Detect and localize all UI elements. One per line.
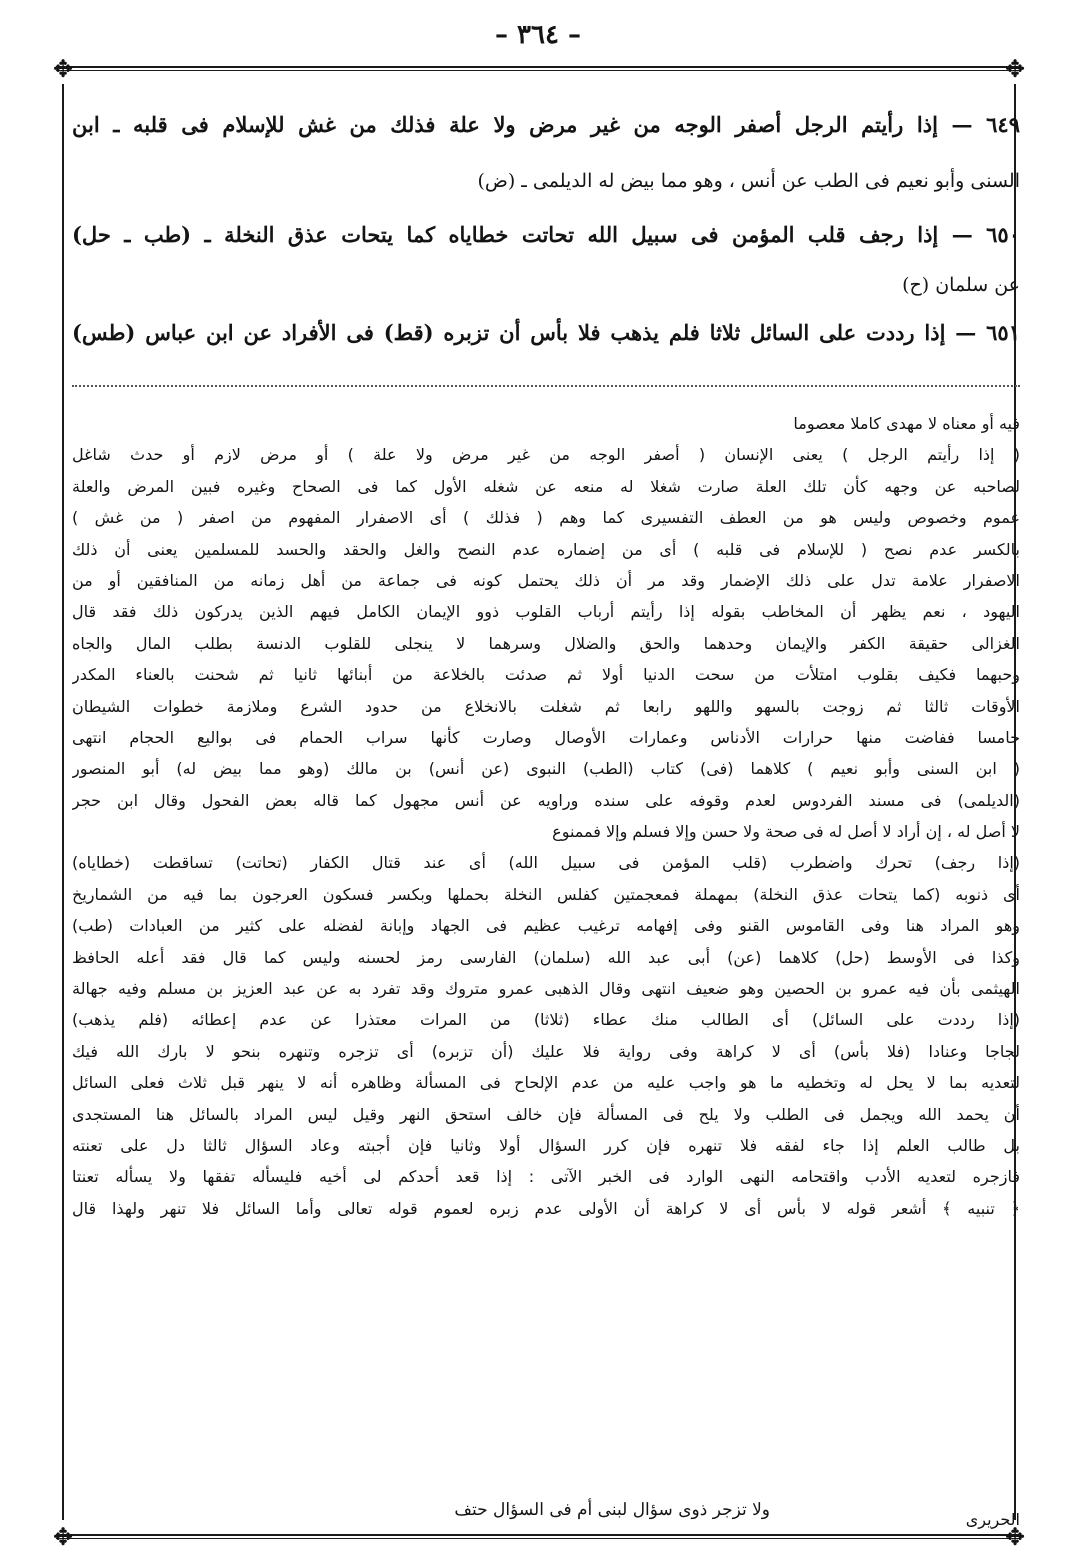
commentary-line: ( إذا رأيتم الرجل ) يعنى الإنسان ( أصفر الوجه من غير مرض ولا علة ) أو مرض لازم أو حدث شاغل — [72, 445, 1020, 465]
commentary-line: وهو المراد هنا وفى القاموس القنو وفى إفهامه ترغيب عظيم فى الجهاد وإبانة لفضله على كثير من العبادات (طب) — [72, 916, 1020, 936]
commentary-line: لا أصل له ، إن أراد لا أصل له فى صحة ولا حسن وإلا فسلم وإلا فممنوع — [552, 822, 1020, 842]
frame-top-rule-inner — [56, 70, 1020, 71]
page-number: – ٣٦٤ – — [494, 20, 582, 50]
frame-left-rule — [62, 84, 64, 1520]
commentary-line: الغزالى حقيقة الكفر والإيمان وحدهما والحق والضلال وسرهما لا ينجلى للقلوب الدنسة بطلب المال والجاه — [72, 633, 1020, 653]
verse-text: ولا تزجر ذوى سؤال لبنى أم فى السؤال حتف — [454, 1500, 770, 1520]
hadith-line: ٦٥٠ — إذا رجف قلب المؤمن فى سبيل الله تحاتت خطاياه كما يتحات عذق النخلة ـ (طب ـ حل) — [72, 222, 1020, 247]
hadith-line: عن سلمان (ح) — [902, 274, 1020, 296]
verse-author: الحريرى — [965, 1510, 1020, 1529]
commentary-line: اليهود ، نعم يظهر أن المخاطب بقوله إذا رأيتم أرباب القلوب ذوو الإيمان الكامل فيهم الذين يدركون ذلك فقد قال — [72, 602, 1020, 622]
commentary-line: بل طالب العلم إذا جاء لفقه فلا تنهره فإن كرر السؤال أولا وثانيا فإن أجبته وعاد السؤال ثالثا دل على تعنته — [72, 1135, 1020, 1155]
commentary-line: (إذا رددت على السائل) أى الطالب منك عطاء (ثلاثا) من المرات معتذرا عن عدم إعطائه (فلم يذهب) — [72, 1010, 1020, 1030]
commentary-line: فيه أو معناه لا مهدى كاملا معصوما — [793, 414, 1020, 433]
commentary-line: بالكسر عدم نصح ( للإسلام فى قلبه ) أى من إضماره عدم النصح والغل والحقد والحسد للمسلمين يعنى أن ذلك — [72, 539, 1020, 559]
frame-bottom-rule-inner — [56, 1538, 1020, 1539]
hadith-line: ٦٥١ — إذا رددت على السائل ثلاثا فلم يذهب فلا بأس أن تزبره (قط) فى الأفراد عن ابن عباس (طس) — [72, 320, 1020, 345]
commentary-line: الاصفرار علامة تدل على ذلك الإضمار وقد مر أن ذلك يحتمل كونه فى جماعة من أهل زمانه من المنافقين أو من — [72, 570, 1020, 590]
commentary-line: ﴿ تنبيه ﴾ أشعر قوله لا بأس أى لا كراهة أن الأولى عدم زبره لعموم قوله تعالى وأما السائل فلا تنهر ولهذا قال — [72, 1198, 1020, 1218]
hadith-line: ٦٤٩ — إذا رأيتم الرجل أصفر الوجه من غير مرض ولا علة فذلك من غش للإسلام فى قلبه ـ ابن — [72, 112, 1020, 137]
commentary-line: ( ابن السنى وأبو نعيم ) كلاهما (فى) كتاب (الطب) النبوى (عن أنس) بن مالك (وهو مما بيض له) أبو المنصور — [72, 759, 1020, 779]
corner-ornament-icon: ✥ — [52, 1523, 74, 1551]
section-divider — [72, 385, 1020, 387]
corner-ornament-icon: ✥ — [52, 55, 74, 83]
commentary-line: الأوقات ثالثا ثم زوجت بالسهو واللهو رابعا ثم شغلت بالانخلاع من حدود الشرع وملازمة خطوات الشيطان — [72, 696, 1020, 716]
hadith-line: السنى وأبو نعيم فى الطب عن أنس ، وهو مما بيض له الديلمى ـ (ض) — [477, 170, 1020, 192]
corner-ornament-icon: ✥ — [1004, 55, 1026, 83]
commentary-line: لصاحبه عن وجهه كأن تلك العلة صارت شغلا له منعه عن شغله الأول كما فى الصحاح وغيره فبين المرض والعلة — [72, 476, 1020, 496]
commentary-line: خامسا ففاضت منها حرارات الأدناس وعمارات الأوصال وصارت كأنها سراب الحمام فى بواليع الحجام انتهى — [72, 727, 1020, 747]
frame-top-rule — [56, 66, 1020, 68]
commentary-line: لجاجا وعنادا (فلا بأس) أى لا كراهة وفى رواية فلا عليك (أن تزبره) أى تزجره وتنهره بنحو لا بارك الله فيك — [72, 1041, 1020, 1061]
corner-ornament-icon: ✥ — [1004, 1523, 1026, 1551]
commentary-line: (إذا رجف) تحرك واضطرب (قلب المؤمن فى سبيل الله) أى عند قتال الكفار (تحاتت) تساقطت (خطاياه) — [72, 853, 1020, 873]
commentary-text-block — [72, 408, 1020, 1224]
commentary-line: وكذا فى الأوسط (حل) كلاهما (عن) أبى عبد الله (سلمان) الفارسى رمز لحسنه وليس كما قال فقد أعله الحافظ — [72, 947, 1020, 967]
commentary-line: عموم وخصوص وليس هو من العطف التفسيرى كما وهم ( فذلك ) أى الاصفرار المفهوم من اصفر ( من غش ) — [72, 508, 1020, 528]
commentary-line: فازجره لتعديه الأدب واقتحامه النهى الوارد فى الخبر الآتى : إذا قعد أحدكم لى أخيه فليسأله تفقها ولا يسأله تعنتا — [72, 1167, 1020, 1187]
commentary-line: أن يحمد الله ويجمل فى الطلب ولا يلح فى المسألة فإن خالف استحق النهر وقيل ليس المراد بالسائل هنا المستجدى — [72, 1104, 1020, 1124]
poetry-verse — [72, 1500, 1020, 1532]
commentary-line: (الديلمى) فى مسند الفردوس لعدم وقوفه على سنده وراويه عن أنس مجهول كما قاله بعض الفحول وقال ابن حجر — [72, 790, 1020, 810]
commentary-line: الهيثمى بأن فيه عمرو بن الحصين وهو ضعيف انتهى وقال الذهبى عمرو متروك وقد تفرد به عن عبد العزيز بن مسلم وفيه جهالة — [72, 979, 1020, 999]
hadith-text-block — [72, 104, 1020, 354]
frame-bottom-rule — [56, 1534, 1020, 1536]
commentary-line: وحبهما فكيف بقلوب امتلأت من سحت الدنيا أولا ثم صدئت بالخلاعة من أبنائها ثانيا ثم شحنت بالعناء المكدر — [72, 665, 1020, 685]
commentary-line: لتعديه بما لا يحل له وتخطيه ما هو واجب عليه من عدم الإلحاح فى المسألة وظاهره أنه لا ينهر قبل ثلاث فعلى السائل — [72, 1073, 1020, 1093]
commentary-line: أى ذنوبه (كما يتحات عذق النخلة) بمهملة فمعجمتين كفلس النخلة بحملها وبكسر فسكون العرجون بما فيه من الشماريخ — [72, 884, 1020, 904]
